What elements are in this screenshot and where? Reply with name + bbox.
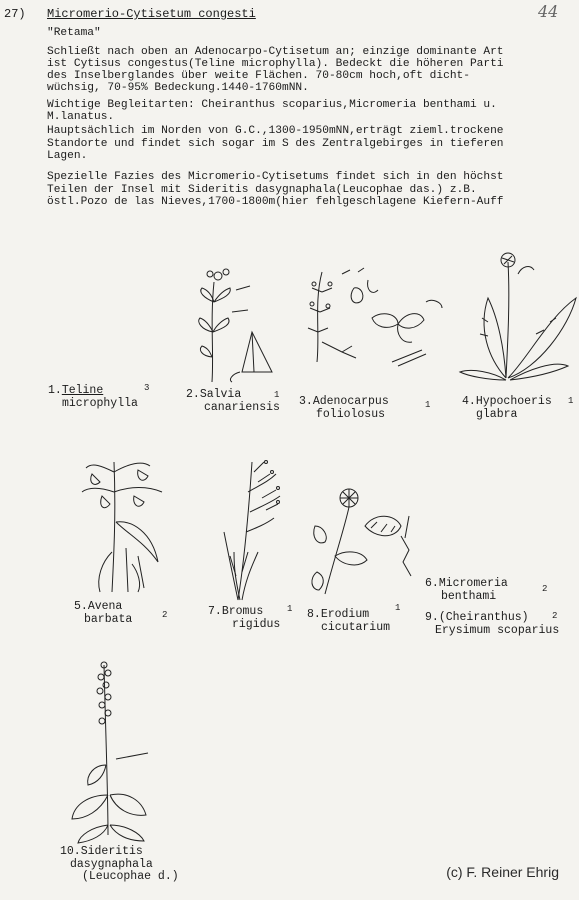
avena-illustration [72,452,182,597]
body-line: ist Cytisus congestus(Teline microphylla). Bedeckt die höheren Parti [47,58,504,70]
count-teline: 3 [144,383,150,393]
species-label-bromus: 7.Bromus rigidus [208,605,281,631]
species-label-sideritis: 10.Sideritis dasygnaphala (Leucophae d.) [60,845,179,883]
erodium-illustration [305,476,415,601]
species-label-erodium: 8.Erodium cicutarium [307,608,391,634]
body-line: Lagen. [47,150,88,162]
section-subtitle: "Retama" [47,27,101,39]
species-label-teline: 1.Teline microphylla [48,384,138,410]
salvia-illustration [192,262,287,387]
count-erodium: 1 [395,603,401,613]
count-avena: 2 [162,610,168,620]
count-hypochoeris: 1 [568,396,574,406]
hypochoeris-illustration [458,248,578,393]
bromus-illustration [218,452,288,602]
species-label-avena: 5.Avena barbata [74,600,133,626]
copyright-notice: (c) F. Reiner Ehrig [446,864,559,880]
body-line: östl.Pozo de las Nieves,1700-1800m(hier fehlgeschlagene Kiefern-Auff [47,196,504,208]
count-micromeria: 2 [542,584,548,594]
sideritis-illustration [68,655,168,845]
species-label-cheiranthus: 9.(Cheiranthus) Erysimum scoparius [425,611,560,637]
body-line: Standorte und findet sich sogar im S des Zentralgebirges in tieferen [47,138,504,150]
species-label-hypochoeris: 4.Hypochoeris glabra [462,395,552,421]
body-line: wüchsig, 70-95% Bedeckung.1440-1760mNN. [47,82,309,94]
species-label-adenocarpus: 3.Adenocarpus foliolosus [299,395,389,421]
body-line: des Inselberglandes über weite Flächen. 70-80cm hoch,oft dicht- [47,70,470,82]
count-adenocarpus: 1 [425,400,431,410]
body-line: Wichtige Begleitarten: Cheiranthus scoparius,Micromeria benthami u. [47,99,497,111]
species-label-micromeria: 6.Micromeria benthami [425,577,508,603]
count-bromus: 1 [287,604,293,614]
adenocarpus-illustration [302,262,452,382]
count-cheiranthus: 2 [552,611,558,621]
body-line: M.lanatus. [47,111,115,123]
species-label-salvia: 2.Salvia canariensis [186,388,280,414]
body-line: Teilen der Insel mit Sideritis dasygnaphala(Leucophae das.) z.B. [47,184,477,196]
body-line: Spezielle Fazies des Micromerio-Cytisetums findet sich in den höchst [47,171,504,183]
body-line: Schließt nach oben an Adenocarpo-Cytisetum an; einzige dominante Art [47,46,504,58]
section-title: Micromerio-Cytisetum congesti [47,7,256,21]
section-number: 27) [4,7,26,21]
page-number: 44 [538,2,559,21]
count-salvia: 1 [274,390,280,400]
body-line: Hauptsächlich im Norden von G.C.,1300-1950mNN,erträgt zieml.trockene [47,125,504,137]
